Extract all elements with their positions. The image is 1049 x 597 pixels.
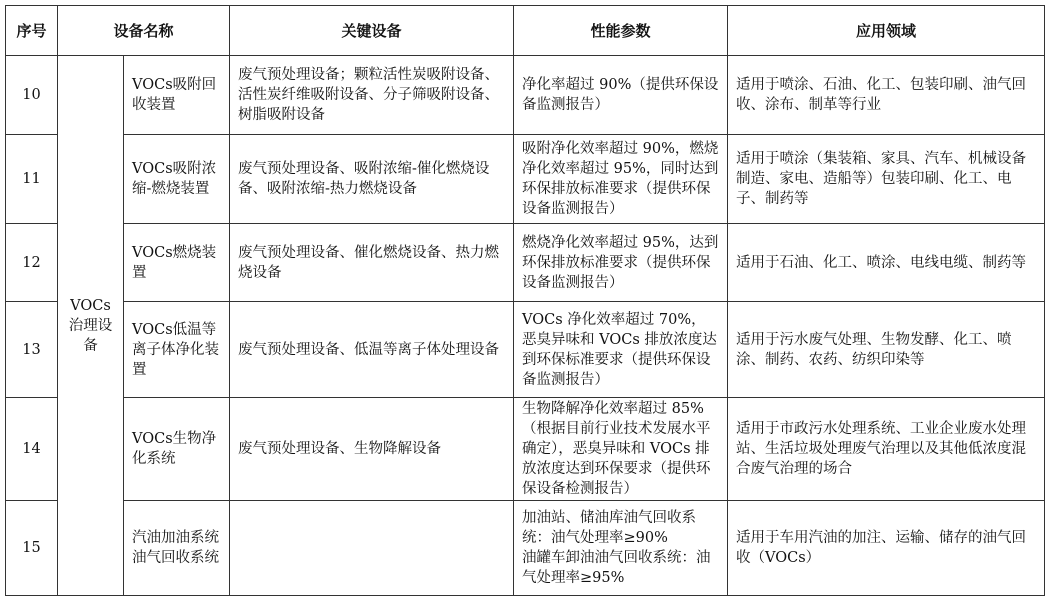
table-row <box>6 398 1045 501</box>
row-seq: 13 <box>6 302 58 398</box>
row-application: 适用于石油、化工、喷涂、电线电缆、制药等 <box>728 224 1045 302</box>
row-application: 适用于污水废气处理、生物发酵、化工、喷涂、制药、农药、纺织印染等 <box>728 302 1045 398</box>
row-key-equipment: 废气预处理设备、催化燃烧设备、热力燃烧设备 <box>230 224 514 302</box>
row-seq: 11 <box>6 135 58 224</box>
row-name: VOCs吸附浓缩-燃烧装置 <box>124 135 230 224</box>
row-performance: 燃烧净化效率超过 95%，达到环保排放标准要求（提供环保设备监测报告） <box>514 224 728 302</box>
equipment-table <box>5 5 1045 596</box>
row-name: VOCs吸附回收装置 <box>124 56 230 135</box>
row-application: 适用于车用汽油的加注、运输、储存的油气回收（VOCs） <box>728 501 1045 596</box>
row-name: VOCs生物净化系统 <box>124 398 230 501</box>
header-seq: 序号 <box>6 6 58 56</box>
header-key-equipment: 关键设备 <box>230 6 514 56</box>
header-name: 设备名称 <box>58 6 230 56</box>
row-seq: 15 <box>6 501 58 596</box>
row-seq: 12 <box>6 224 58 302</box>
table-row <box>6 56 1045 135</box>
row-performance: 加油站、储油库油气回收系统：油气处理率≥90% 油罐车卸油油气回收系统：油气处理率≥95% <box>514 501 728 596</box>
row-seq: 14 <box>6 398 58 501</box>
row-name: VOCs燃烧装置 <box>124 224 230 302</box>
page <box>5 5 1045 596</box>
row-seq: 10 <box>6 56 58 135</box>
table-header-row <box>6 6 1045 56</box>
row-performance: 吸附净化效率超过 90%，燃烧净化效率超过 95%，同时达到环保排放标准要求（提供环保设备监测报告） <box>514 135 728 224</box>
row-name: 汽油加油系统油气回收系统 <box>124 501 230 596</box>
header-application: 应用领域 <box>728 6 1045 56</box>
table-row <box>6 501 1045 596</box>
row-key-equipment: 废气预处理设备、吸附浓缩-催化燃烧设备、吸附浓缩-热力燃烧设备 <box>230 135 514 224</box>
row-performance: VOCs 净化效率超过 70%，恶臭异味和 VOCs 排放浓度达到环保标准要求（提供环保设备监测报告） <box>514 302 728 398</box>
row-performance: 生物降解净化效率超过 85%（根据目前行业技术发展水平确定），恶臭异味和 VOCs 排放浓度达到环保要求（提供环保设备检测报告） <box>514 398 728 501</box>
row-performance: 净化率超过 90%（提供环保设备监测报告） <box>514 56 728 135</box>
row-application: 适用于市政污水处理系统、工业企业废水处理站、生活垃圾处理废气治理以及其他低浓度混合废气治理的场合 <box>728 398 1045 501</box>
row-key-equipment: 废气预处理设备；颗粒活性炭吸附设备、活性炭纤维吸附设备、分子筛吸附设备、树脂吸附设备 <box>230 56 514 135</box>
row-application: 适用于喷涂（集装箱、家具、汽车、机械设备制造、家电、造船等）包装印刷、化工、电子、制药等 <box>728 135 1045 224</box>
header-performance: 性能参数 <box>514 6 728 56</box>
row-name: VOCs低温等离子体净化装置 <box>124 302 230 398</box>
row-application: 适用于喷涂、石油、化工、包装印刷、油气回收、涂布、制革等行业 <box>728 56 1045 135</box>
category-cell: VOCs治理设备 <box>58 56 124 596</box>
row-key-equipment: 废气预处理设备、低温等离子体处理设备 <box>230 302 514 398</box>
row-key-equipment: 废气预处理设备、生物降解设备 <box>230 398 514 501</box>
table-row <box>6 224 1045 302</box>
row-key-equipment <box>230 501 514 596</box>
table-row <box>6 135 1045 224</box>
table-row <box>6 302 1045 398</box>
